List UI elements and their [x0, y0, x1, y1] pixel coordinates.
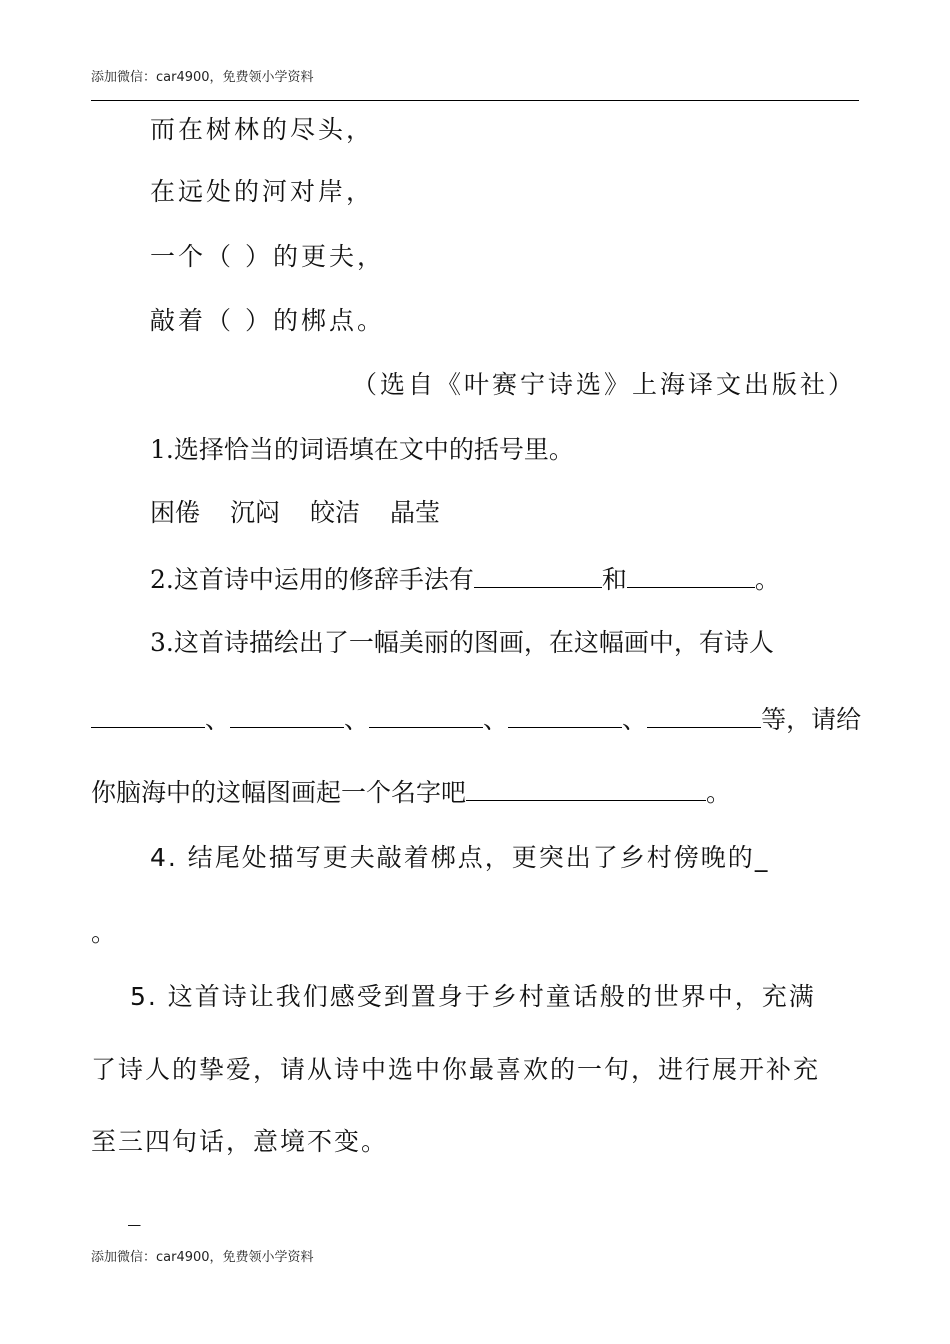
answer-blank[interactable] [508, 703, 622, 728]
answer-blank[interactable] [647, 703, 761, 728]
question-4-text: 4. 结尾处描写更夫敲着梆点，更突出了乡村傍晚的 [150, 843, 755, 872]
answer-blank[interactable] [466, 776, 706, 801]
word-choice: 沉闷 [230, 498, 281, 527]
word-choice: 晶莹 [390, 498, 441, 527]
separator: 、 [344, 705, 370, 734]
question-3-name-text: 你脑海中的这幅图画起一个名字吧 [91, 778, 467, 807]
poem-line: 而在树林的尽头， [150, 115, 375, 144]
question-4 [150, 843, 769, 873]
question-3-name [91, 776, 731, 808]
question-4-tail: _ [754, 843, 770, 872]
separator: 、 [622, 705, 648, 734]
header-watermark: 添加微信：car4900，免费领小学资料 [91, 70, 314, 85]
poem-line: 一个（ ）的更夫， [150, 242, 385, 271]
answer-blank[interactable] [91, 703, 205, 728]
separator: 、 [205, 705, 231, 734]
word-choices [150, 498, 440, 528]
question-2-and: 和 [601, 565, 627, 594]
question-1: 1.选择恰当的词语填在文中的括号里。 [150, 435, 574, 464]
answer-blank[interactable] [474, 563, 602, 588]
question-2-text: 2.这首诗中运用的修辞手法有 [150, 565, 474, 594]
question-2-end: 。 [754, 565, 780, 594]
question-3: 3.这首诗描绘出了一幅美丽的图画，在这幅画中，有诗人 [150, 628, 774, 657]
footer-watermark: 添加微信：car4900，免费领小学资料 [91, 1250, 314, 1265]
question-5-line: 至三四句话，意境不变。 [91, 1127, 389, 1156]
question-5-line: 5. 这首诗让我们感受到置身于乡村童话般的世界中，充满 [130, 982, 816, 1011]
question-3-blanks [91, 703, 861, 735]
poem-source: （选自《叶赛宁诗选》上海译文出版社） [352, 370, 857, 399]
word-choice: 困倦 [150, 498, 201, 527]
header-rule [91, 100, 859, 101]
question-3-after: 等，请给 [761, 705, 862, 734]
word-choice: 皎洁 [310, 498, 361, 527]
question-2 [150, 563, 780, 595]
poem-line: 在远处的河对岸， [150, 177, 375, 206]
poem-line: 敲着（ ）的梆点。 [150, 306, 385, 335]
question-3-end: 。 [706, 778, 732, 807]
answer-mark[interactable]: _ [128, 1197, 141, 1226]
question-4-end: 。 [91, 918, 117, 947]
question-5-line: 了诗人的挚爱，请从诗中选中你最喜欢的一句，进行展开补充 [91, 1055, 821, 1084]
answer-blank[interactable] [230, 703, 344, 728]
answer-blank[interactable] [369, 703, 483, 728]
answer-blank[interactable] [627, 563, 755, 588]
separator: 、 [483, 705, 509, 734]
